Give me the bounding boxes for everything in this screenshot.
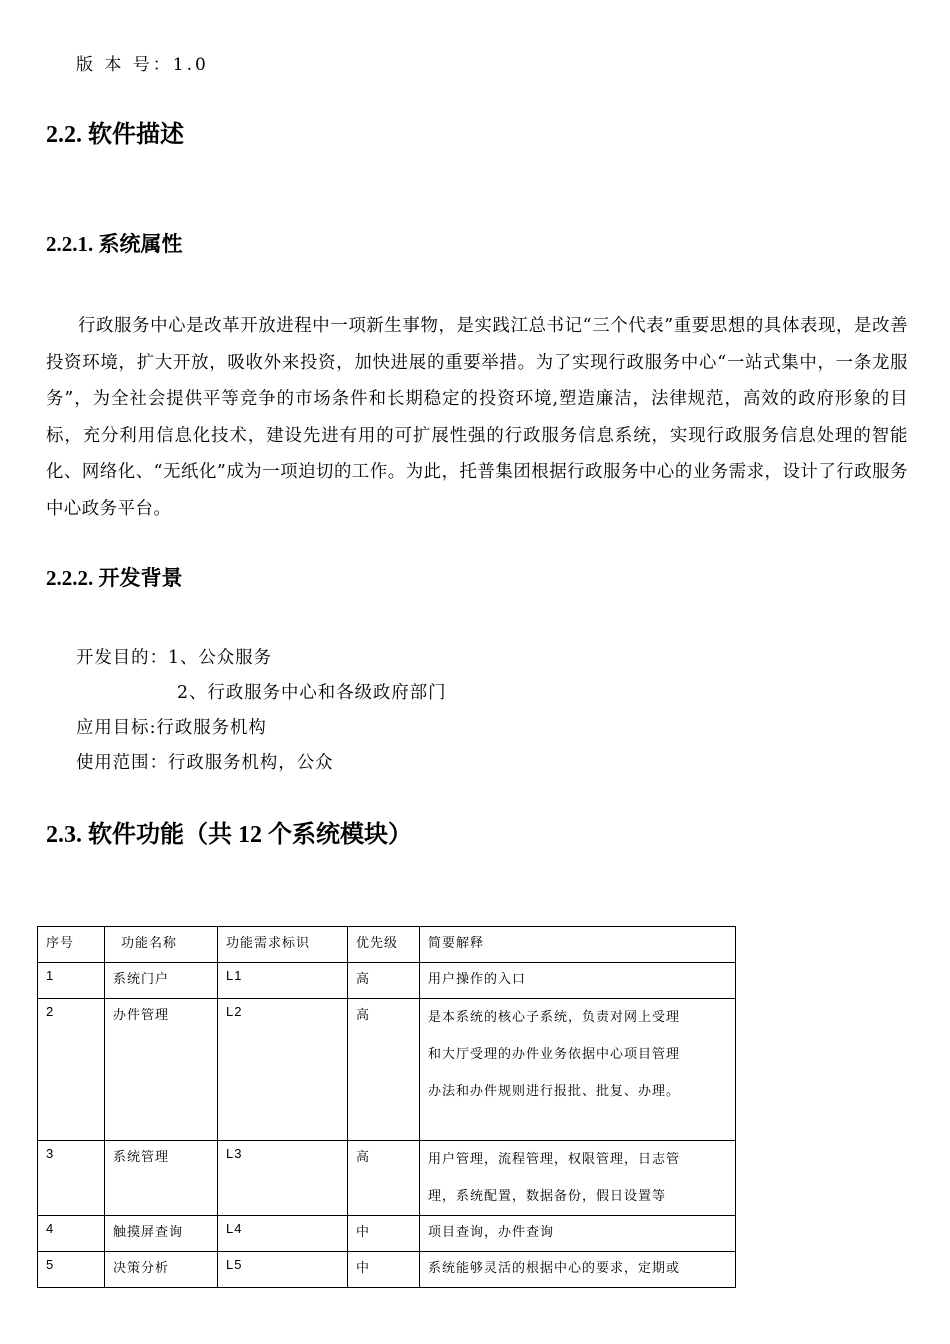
row-priority: 高: [348, 963, 420, 999]
row-name: 决策分析: [105, 1252, 218, 1288]
section-2-2-title: 2.2. 软件描述: [46, 122, 184, 148]
desc-line: 用户管理，流程管理，权限管理，日志管: [428, 1152, 681, 1167]
header-desc: 简要解释: [420, 927, 736, 963]
row-priority: 中: [348, 1252, 420, 1288]
row-desc: [420, 963, 736, 999]
app-target-line: 应用目标:行政服务机构: [76, 718, 267, 738]
function-table: [37, 926, 736, 1288]
row-id: L4: [218, 1216, 348, 1252]
row-priority: 中: [348, 1216, 420, 1252]
row-no: 4: [38, 1216, 105, 1252]
row-name: 办件管理: [105, 999, 218, 1141]
table-header-row: [38, 927, 736, 963]
row-name: 系统管理: [105, 1141, 218, 1216]
header-id: 功能需求标识: [218, 927, 348, 963]
table-row: [38, 1252, 736, 1288]
row-id: L2: [218, 999, 348, 1141]
usage-scope-line: 使用范围：行政服务机构，公众: [76, 753, 334, 773]
row-no: 3: [38, 1141, 105, 1216]
desc-line: 用户操作的入口: [428, 972, 527, 987]
desc-line: 办法和办件规则进行报批、批复、办理。: [428, 1084, 681, 1099]
row-desc: [420, 1216, 736, 1252]
dev-purpose-line-1: 开发目的：1、公众服务: [76, 648, 272, 668]
desc-line: 项目查询，办件查询: [428, 1225, 555, 1240]
system-attributes-paragraph: 行政服务中心是改革开放进程中一项新生事物，是实践江总书记“三个代表”重要思想的具体表现，是改善投资环境，扩大开放，吸收外来投资，加快进展的重要举措。为了实现行政服务中心“一站式集中，一条龙服务”，为全社会提供平等竞争的市场条件和长期稳定的投资环境,塑造廉洁，法律规范，高效的政府形象的目标，充分利用信息化技术，建设先进有用的可扩展性强的行政服务信息系统，实现行政服务信息处理的智能化、网络化、“无纸化”成为一项迫切的工作。为此，托普集团根据行政服务中心的业务需求，设计了行政服务中心政务平台。: [46, 316, 908, 519]
row-desc: [420, 1252, 736, 1288]
header-priority: 优先级: [348, 927, 420, 963]
dev-purpose-line-2: 2、行政服务中心和各级政府部门: [177, 683, 447, 703]
header-no: 序号: [38, 927, 105, 963]
section-2-2-1-title: 2.2.1. 系统属性: [46, 232, 183, 256]
table-row: [38, 1216, 736, 1252]
version-line: 版 本 号：1.0: [76, 55, 209, 75]
row-desc: [420, 999, 736, 1141]
row-no: 1: [38, 963, 105, 999]
row-id: L1: [218, 963, 348, 999]
header-name: 功能名称: [105, 927, 218, 963]
row-priority: 高: [348, 999, 420, 1141]
row-no: 5: [38, 1252, 105, 1288]
table-row: [38, 963, 736, 999]
desc-line: 理，系统配置，数据备份，假日设置等: [428, 1189, 667, 1204]
table-row: [38, 999, 736, 1141]
row-priority: 高: [348, 1141, 420, 1216]
row-name: 系统门户: [105, 963, 218, 999]
section-2-2-2-title: 2.2.2. 开发背景: [46, 566, 183, 590]
row-name: 触摸屏查询: [105, 1216, 218, 1252]
row-no: 2: [38, 999, 105, 1141]
row-desc: [420, 1141, 736, 1216]
desc-line: 和大厅受理的办件业务依据中心项目管理: [428, 1047, 681, 1062]
desc-line: 系统能够灵活的根据中心的要求，定期或: [428, 1261, 681, 1276]
row-id: L5: [218, 1252, 348, 1288]
row-id: L3: [218, 1141, 348, 1216]
desc-line: 是本系统的核心子系统，负责对网上受理: [428, 1010, 681, 1025]
section-2-3-title: 2.3. 软件功能（共 12 个系统模块）: [46, 822, 412, 848]
table-row: [38, 1141, 736, 1216]
